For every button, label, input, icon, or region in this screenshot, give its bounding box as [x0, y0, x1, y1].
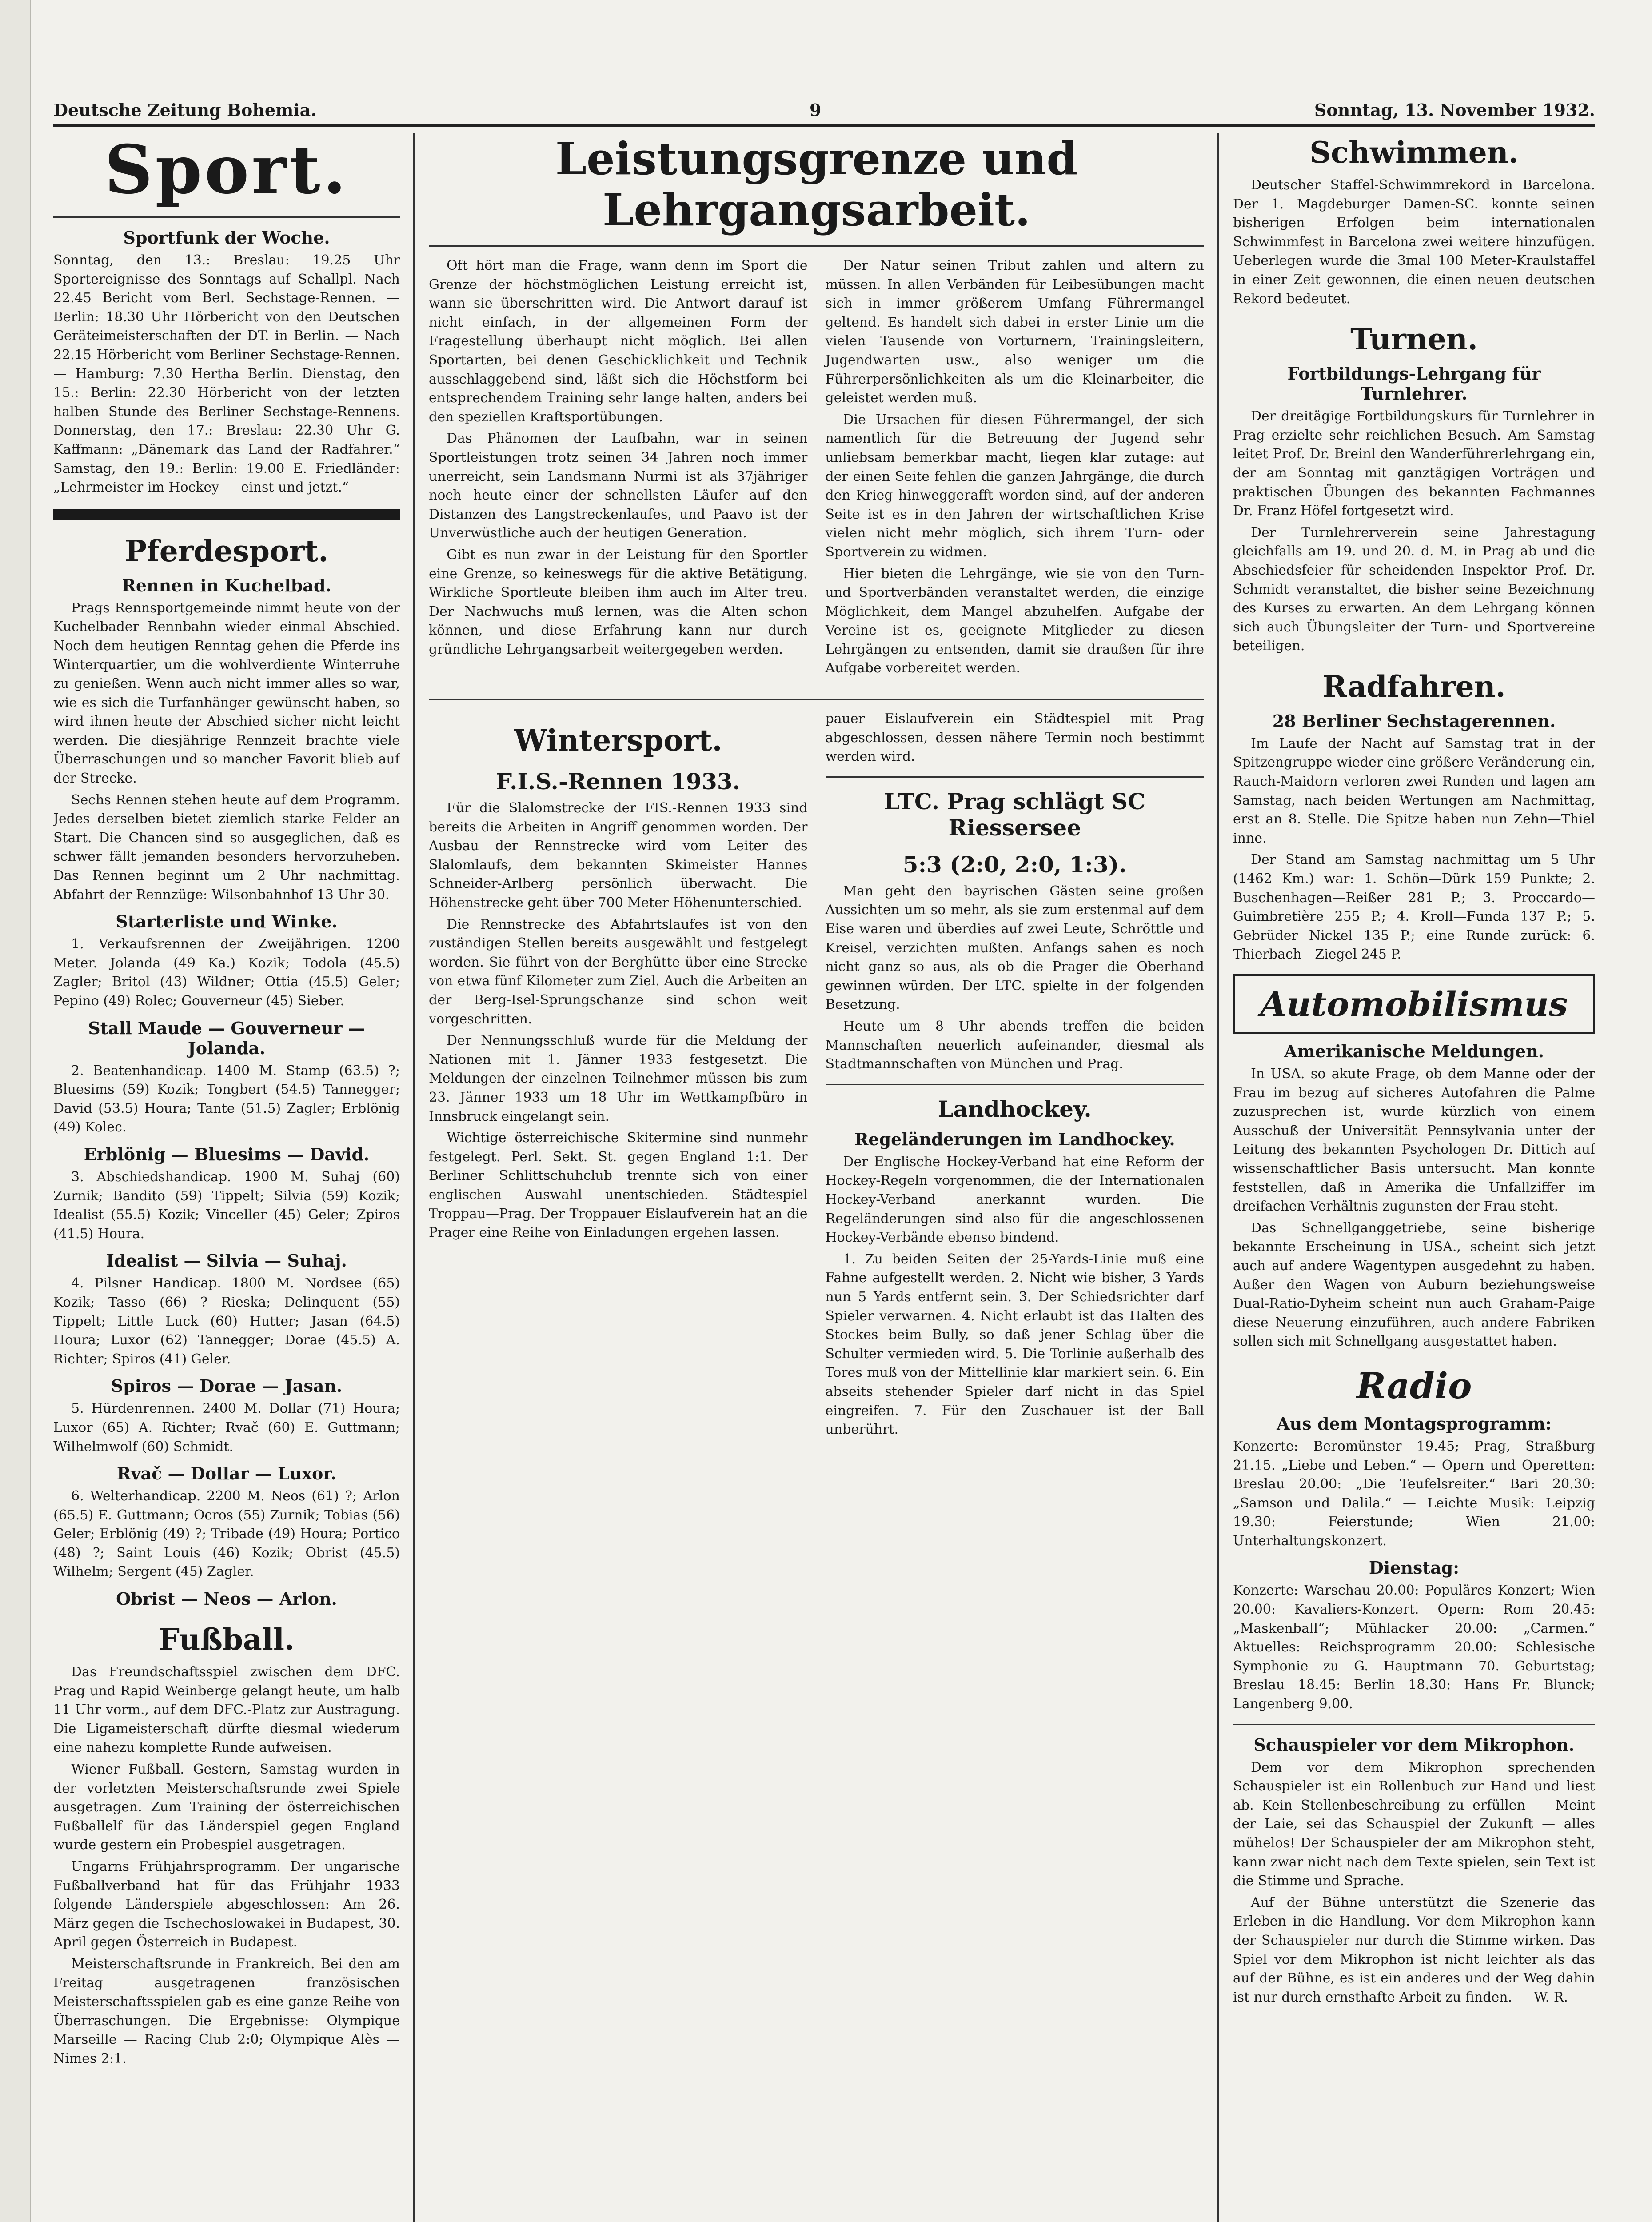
fis-heading: F.I.S.-Rennen 1933. — [496, 768, 740, 795]
rennen-text-2: Sechs Rennen stehen heute auf dem Programm. Jedes derselben bietet ziemlich starke Felder an Start. Die Chancen sind so ausgeglichen, daß es schwer fällt jemanden besonders hervorzuheben. Das Rennen beginnt um 2 Uhr nachmittag. Abfahrt der Rennzüge: Wilsonbahnhof 13 Uhr 30. — [53, 792, 400, 903]
sportfunk-heading: Sportfunk der Woche. — [123, 228, 330, 248]
ltc-heading: LTC. Prag schlägt SC Riessersee — [884, 788, 1145, 841]
race-5: 5. Hürdenrennen. 2400 M. Dollar (71) Houra; Luxor (65) A. Richter; Rvač (60) E. Guttmann; Wilhelmwolf (60) Schmidt. — [53, 1401, 400, 1455]
header-date: Sonntag, 13. November 1932. — [1314, 100, 1595, 120]
dienstag-text: Konzerte: Warschau 20.00: Populäres Konzert; Wien 20.00: Kavaliers-Konzert. Opern: Rom 20.45: „Maskenball“; Mühlacker 20.00: „Carmen.“ Aktuelles: Reichsprogramm 20.00: Schlesische Symphonie zu G. Hauptmann 70. Geburtstag; Breslau 18.45: Berlin 18.30: Hans Fr. Blunck; Langenberg 9.00. — [1233, 1583, 1595, 1712]
fussball-text-2: Wiener Fußball. Gestern, Samstag wurden in der vorletzten Meisterschaftsrunde zwei Spiele ausgetragen. Zum Training der österreichischen Fußballelf für das Länderspiel gegen England wurde gestern ein Probespiel ausgetragen. — [53, 1762, 400, 1853]
sechstage-text: Im Laufe der Nacht auf Samstag trat in der Spitzengruppe wieder eine größere Veränderung ein, Rauch-Maidorn verloren zwei Runden und lagen am Samstag, nach beiden Wertungen am Nachmittag, erst an 8. Stelle. Die Spitze haben nun Zehn—Thiel inne. — [1233, 735, 1595, 846]
turnen-text-2: Der Turnlehrerverein seine Jahrestagung gleichfalls am 19. und 20. d. M. in Prag ab und die Abschiedsfeier für scheidenden Inspektor Prof. Dr. Schmidt veranstaltet, die bisher seine Bezeichnung des Kurses zu erwarten. An dem Lehrgang können sich auch Übungsleiter der Turn- und Sportvereine beteiligen. — [1233, 524, 1595, 654]
header-page-number: 9 — [810, 100, 822, 120]
radio-heading: Radio — [1356, 1364, 1472, 1407]
race-2: 2. Beatenhandicap. 1400 M. Stamp (63.5) ?; Bluesims (59) Kozik; Tongbert (54.5) Tannegger; David (53.5) Houra; Tante (51.5) Zagler; Erblönig (49) Kolec. — [53, 1063, 400, 1135]
schauspieler-text-2: Auf der Bühne unterstützt die Szenerie das Erleben in die Handlung. Vor dem Mikrophon kann der Schauspieler nur durch die Stimme wirken. Das Spiel vor dem Mikrophon ist nicht leichter als das auf der Bühne, es ist ein anderes und der Weg dahin ist nur durch ernsthafte Arbeit zu finden. — W. R. — [1233, 1894, 1595, 2005]
rennen-text: Prags Rennsportgemeinde nimmt heute von der Kuchelbader Rennbahn wieder einmal Abschied. Noch dem heutigen Renntag gehen die Pferde ins Winterquartier, um die wohlverdiente Winterruhe zu genießen. Wenn auch nicht immer alles so war, wie es sich die Turfanhänger gewünscht haben, so wird ihnen heute der Abschied sicher nicht leicht werden. Die diesjährige Rennzeit brachte viele Überraschungen und so mancher Favorit blieb auf der Strecke. — [53, 600, 400, 787]
race-3-tip: Idealist — Silvia — Suhaj. — [106, 1251, 347, 1271]
leistung-text-c: Gibt es nun zwar in der Leistung für den Sportler eine Grenze, so keineswegs für die aktive Betätigung. Wirkliche Sportleute bleiben ihm auch im Alter treu. Der Nachwuchs muß lernen, was die Alten schon können, und diese Erfahrung kann nur durch gründliche Lehrgangsarbeit weitergegeben werden. — [429, 547, 808, 657]
turnen-text: Der dreitägige Fortbildungskurs für Turnlehrer in Prag erzielte sehr reichlichen Besuch. Am Samstag leitet Prof. Dr. Breinl den Wanderführerlehrgang ein, der am Sonntag mit ganztägigen Vorträgen und praktischen Übungen des bekannten Fachmannes Dr. Franz Höfel fortgesetzt wird. — [1233, 408, 1595, 519]
race-5-tip: Rvač — Dollar — Luxor. — [116, 1463, 337, 1484]
eislauf-text: pauer Eislaufverein ein Städtespiel mit Prag abgeschlossen, dessen nähere Termin noch bestimmt werden wird. — [825, 711, 1204, 765]
fussball-text: Das Freundschaftsspiel zwischen dem DFC. Prag und Rapid Weinberge gelangt heute, um halb 11 Uhr vorm., auf dem DFC.-Platz zur Austragung. Die Ligameisterschaft dürfte diesmal wiederum eine nahezu komplette Runde aufweisen. — [53, 1664, 400, 1756]
fortbildung-heading: Fortbildungs-Lehrgang für Turnlehrer. — [1287, 364, 1541, 404]
ltc-text: Man geht den bayrischen Gästen seine großen Aussichten um so mehr, als sie zum erstenmal auf dem Eise waren und überdies auf zwei Leute, Schröttle und Kreisel, verzichten mußten. Anfangs sahen es noch nicht ganz so aus, als ob die Prager die Oberhand gewinnen würden. Der LTC. spielte in der folgenden Besetzung. — [825, 883, 1204, 1013]
regel-heading: Regeländerungen im Landhockey. — [854, 1129, 1175, 1149]
automobilismus-heading: Automobilismus — [1233, 974, 1595, 1034]
section-title-sport: Sport. — [104, 133, 349, 209]
page-header — [53, 96, 1595, 127]
column-leistungsgrenze — [429, 133, 1204, 2222]
fussball-text-4: Meisterschaftsrunde in Frankreich. Bei den am Freitag ausgetragenen französischen Meisterschaftsspielen gab es eine ganze Reihe von Überraschungen. Die Ergebnisse: Olympique Marseille — Racing Club 2:0; Olympique Alès — Nimes 2:1. — [53, 1956, 400, 2066]
race-6: 6. Welterhandicap. 2200 M. Neos (61) ?; Arlon (65.5) E. Guttmann; Ocros (55) Zurnik; Tobias (56) Geler; Erblönig (49) ?; Tribade (49) Houra; Portico (48) ?; Saint Louis (46) Kozik; Obrist (45.5) Wilhelm; Sergent (45) Zagler. — [53, 1488, 400, 1580]
schwimmen-text: Deutscher Staffel-Schwimmrekord in Barcelona. Der 1. Magdeburger Damen-SC. konnte seinen bisherigen Erfolgen beim internationalen Schwimmfest in Barcelona zwei weitere hinzufügen. Ueberlegen wurde die 3mal 100 Meter-Kraulstaffel in einer Zeit gewonnen, die einen neuen deutschen Rekord bedeutet. — [1233, 177, 1595, 307]
fussball-heading: Fußball. — [159, 1622, 295, 1657]
article-title-leistungsgrenze: Leistungsgrenze und Lehrgangsarbeit. — [555, 133, 1078, 236]
montag-text: Konzerte: Beromünster 19.45; Prag, Straßburg 21.15. „Liebe und Leben.“ — Opern und Operetten: Breslau 20.00: „Die Teufelsreiter.“ Bari 20.30: „Samson und Dalila.“ — Leichte Musik: Leipzig 19.30: Feierstunde; Wien 21.00: Unterhaltungskonzert. — [1233, 1438, 1595, 1549]
leistung-text-d: Der Natur seinen Tribut zahlen und altern zu müssen. In allen Verbänden für Leibesübungen macht sich in immer größerem Umfang Führermangel geltend. Es handelt sich dabei in erster Linie um die vielen Tausende von Vorturnern, Trainingsleitern, Jugendwarten usw., also weniger um die Führerpersönlichkeiten als um die Kleinarbeiter, die geleistet werden muß. — [825, 258, 1204, 406]
auto-text-2: Das Schnellganggetriebe, seine bisherige bekannte Erscheinung in USA., scheint sich jetzt auch auf andere Wagentypen ausgedehnt zu haben. Außer den Wagen von Auburn beziehungsweise Dual-Ratio-Dyheim scheint nun auch Graham-Paige diese Neuerung einzuführen, auch andere Fabriken sollen sich mit Schnellgang ausgestattet haben. — [1233, 1220, 1595, 1350]
race-6-tip: Obrist — Neos — Arlon. — [116, 1589, 337, 1609]
sportfunk-text: Sonntag, den 13.: Breslau: 19.25 Uhr Sportereignisse des Sonntags auf Schallpl. Nach 22.45 Bericht vom Berl. Sechstage-Rennen. — Berlin: 18.30 Uhr Hörbericht von den Deutschen Geräteimeisterschaften der DT. in Berlin. — Nach 22.15 Hörbericht vom Berliner Sechstage-Rennen. — Hamburg: 7.30 Hertha Berlin. Dienstag, den 15.: Berlin: 22.30 Hörbericht von der letzten halben Stunde des Berliner Sechstage-Rennens. Donnerstag, den 17.: Breslau: 22.30 Uhr G. Kaffmann: „Dänemark das Land der Radfahrer.“ Samstag, den 19.: Berlin: 19.00 E. Friedländer: „Lehrmeister im Hockey — einst und jetzt.“ — [53, 252, 400, 496]
ltc-text-2: Heute um 8 Uhr abends treffen die beiden Mannschaften neuerlich aufeinander, diesmal als Stadtmannschaften von München und Prag. — [825, 1019, 1204, 1072]
leistung-text-b: Das Phänomen der Laufbahn, war in seinen Sportleistungen trotz seinen 34 Jahren noch immer unerreicht, sein Landsmann Nurmi ist als 37jähriger noch heute einer der schnellsten Läufer auf den Distanzen des Langstreckenlaufes, und Paavo ist der Unverwüstliche auch der heutigen Generation. — [429, 431, 808, 541]
fis-text-4: Wichtige österreichische Skitermine sind nunmehr festgelegt. Perl. Sekt. St. gegen England 1:1. Der Berliner Schlittschuhclub trennte sich von einer englischen Auswahl unentschieden. Städtespiel Troppau—Prag. Der Troppauer Eislaufverein hat an die Prager eine Reihe von Einladungen ergehen lassen. — [429, 1130, 808, 1241]
fussball-text-3: Ungarns Frühjahrsprogramm. Der ungarische Fußballverband hat für das Frühjahr 1933 folgende Länderspiele abgeschlossen: Am 26. März gegen die Tschechoslowakei in Budapest, 30. April gegen Österreich in Budapest. — [53, 1859, 400, 1950]
regel-text: Der Englische Hockey-Verband hat eine Reform der Hockey-Regeln vorgenommen, die der Internationalen Hockey-Verband anerkannt wurden. Die Regeländerungen sind also für die angeschlossenen Hockey-Verbände ebenso bindend. — [825, 1154, 1204, 1246]
turnen-heading: Turnen. — [1350, 322, 1478, 357]
wintersport-heading: Wintersport. — [514, 723, 722, 758]
pferdesport-heading: Pferdesport. — [124, 533, 329, 568]
schauspieler-heading: Schauspieler vor dem Mikrophon. — [1253, 1734, 1575, 1755]
race-3: 3. Abschiedshandicap. 1900 M. Suhaj (60) Zurnik; Bandito (59) Tippelt; Silvia (59) Kozik; Idealist (55.5) Kozik; Vinceller (45) Geler; Zpiros (41.5) Houra. — [53, 1169, 400, 1242]
race-2-tip: Erblönig — Bluesims — David. — [84, 1144, 370, 1164]
radfahren-heading: Radfahren. — [1322, 669, 1506, 704]
sechstage-text-2: Der Stand am Samstag nachmittag um 5 Uhr (1462 Km.) war: 1. Schön—Dürk 159 Punkte; 2. Buschenhagen—Reißer 281 P.; 3. Proccardo—Guimbretière 255 P.; 4. Kroll—Funda 137 P.; 5. Gebrüder Nickel 135 P.; eine Runde zurück: 6. Thierbach—Ziegel 245 P. — [1233, 852, 1595, 963]
adjacent-page-edge — [0, 0, 31, 2222]
fis-text: Für die Slalomstrecke der FIS.-Rennen 1933 sind bereits die Arbeiten in Angriff genommen worden. Der Ausbau der Rennstrecke wird vom Leiter des Slalomlaufs, dem bekannten Skimeister Hannes Schneider-Arlberg persönlich überwacht. Die Höhenstrecke geht über 700 Meter Höhenunterschied. — [429, 800, 808, 911]
race-1-tip: Stall Maude — Gouverneur — Jolanda. — [88, 1018, 365, 1058]
leistung-text-e: Die Ursachen für diesen Führermangel, der sich namentlich für die Betreuung der Jugend sehr unliebsam bemerkbar macht, liegen klar zutage: auf der einen Seite fehlen die ganzen Jahrgänge, die durch den Krieg hinweggerafft worden sind, auf der anderen Seite ist es in den Jahren der wirtschaftlichen Krise vielen nicht mehr möglich, sich ihrem Turn- oder Sportverein zu widmen. — [825, 412, 1204, 560]
ltc-score: 5:3 (2:0, 2:0, 1:3). — [902, 851, 1127, 878]
leistung-text-f: Hier bieten die Lehrgänge, wie sie von den Turn- und Sportverbänden veranstaltet werden, die einzige Möglichkeit, dem Mangel abzuhelfen. Aufgabe der Vereine ist es, geeignete Mitglieder zu diesen Lehrgängen zu entsenden, damit sie draußen für ihre Aufgabe vorbereitet werden. — [825, 566, 1204, 676]
auto-text: In USA. so akute Frage, ob dem Manne oder der Frau im bezug auf sicheres Autofahren die Palme zuzusprechen ist, wurde kürzlich von einem Ausschuß der Universität Pennsylvania unter der Leitung des bekannten Psychologen Dr. Dittich auf wissenschaftlicher Basis untersucht. Man konnte feststellen, daß in Amerika die Unfallziffer im dreifachen Verhältnis zugunsten der Frau steht. — [1233, 1066, 1595, 1215]
race-1: 1. Verkaufsrennen der Zweijährigen. 1200 Meter. Jolanda (49 Ka.) Kozik; Todola (45.5) Zagler; Britol (43) Wildner; Ottia (45.5) Geler; Pepino (49) Rolec; Gouverneur (45) Sieber. — [53, 936, 400, 1009]
race-4-tip: Spiros — Dorae — Jasan. — [111, 1376, 343, 1396]
race-4: 4. Pilsner Handicap. 1800 M. Nordsee (65) Kozik; Tasso (66) ? Rieska; Delinquent (55) Tippelt; Little Luck (60) Hutter; Jasan (64.5) Houra; Luxor (62) Tannegger; Dorae (45.5) A. Richter; Spiros (41) Geler. — [53, 1275, 400, 1367]
sechstage-heading: 28 Berliner Sechstagerennen. — [1272, 711, 1556, 731]
leistung-text-a: Oft hört man die Frage, wann denn im Sport die Grenze der höchstmöglichen Leistung erreicht ist, wann sie überschritten wird. Die Antwort darauf ist nicht einfach, in der allgemeinen Form der Fragestellung überhaupt nicht möglich. Bei allen Sportarten, bei denen Geschicklichkeit und Technik ausschlaggebend sind, läßt sich die Höchstform bei entsprechendem Training sehr lange halten, anders bei den speziellen Kraftsportübungen. — [429, 258, 808, 425]
montag-heading: Aus dem Montagsprogramm: — [1277, 1413, 1552, 1434]
column-rule — [413, 133, 415, 2222]
column-rule — [1217, 133, 1219, 2222]
column-right — [1233, 133, 1595, 2222]
landhockey-heading: Landhockey. — [938, 1095, 1092, 1122]
dienstag-heading: Dienstag: — [1369, 1558, 1460, 1578]
schwimmen-heading: Schwimmen. — [1309, 135, 1519, 170]
regel-list: 1. Zu beiden Seiten der 25-Yards-Linie muß eine Fahne aufgestellt werden. 2. Nicht wie bisher, 3 Yards nun 5 Yards entfernt sein. 3. Der Schiedsrichter darf Spieler verwarnen. 4. Nicht erlaubt ist das Halten des Stockes beim Bully, so daß jener Schlag über die Schulter vermieden wird. 5. Die Torlinie außerhalb des Tores muß von der Mittellinie klar markiert sein. 6. Ein abseits stehender Spieler darf nicht in das Spiel eingreifen. 7. Für den Zuschauer ist der Ball unberührt. — [825, 1251, 1204, 1438]
header-publication: Deutsche Zeitung Bohemia. — [53, 100, 317, 120]
rennen-heading: Rennen in Kuchelbad. — [122, 575, 331, 595]
section-divider — [53, 509, 400, 520]
starterliste-heading: Starterliste und Winke. — [116, 911, 338, 932]
column-sport — [53, 133, 400, 2222]
schauspieler-text: Dem vor dem Mikrophon sprechenden Schauspieler ist ein Rollenbuch zur Hand und liest ab. Kein Stellenbeschreibung zu erfüllen — Meint der Laie, sei das Schauspiel der Zukunft — alles mühelos! Der Schauspieler der am Mikrophon steht, kann zwar nicht nach dem Texte spielen, sein Text ist die Stimme und Sprache. — [1233, 1759, 1595, 1889]
amerika-heading: Amerikanische Meldungen. — [1284, 1041, 1544, 1061]
fis-text-3: Der Nennungsschluß wurde für die Meldung der Nationen mit 1. Jänner 1933 festgesetzt. Die Meldungen der einzelnen Teilnehmer müssen bis zum 23. Jänner 1933 um 18 Uhr im Wettkampfbüro in Innsbruck eingelangt sein. — [429, 1033, 808, 1124]
fis-text-2: Die Rennstrecke des Abfahrtslaufes ist von den zuständigen Stellen bereits ausgewählt und festgelegt worden. Sie führt von der Berghütte über eine Strecke von etwa fünf Kilometer zum Ziel. Auch die Arbeiten an der Berg-Isel-Sprungschanze sind schon weit vorgeschritten. — [429, 916, 808, 1027]
